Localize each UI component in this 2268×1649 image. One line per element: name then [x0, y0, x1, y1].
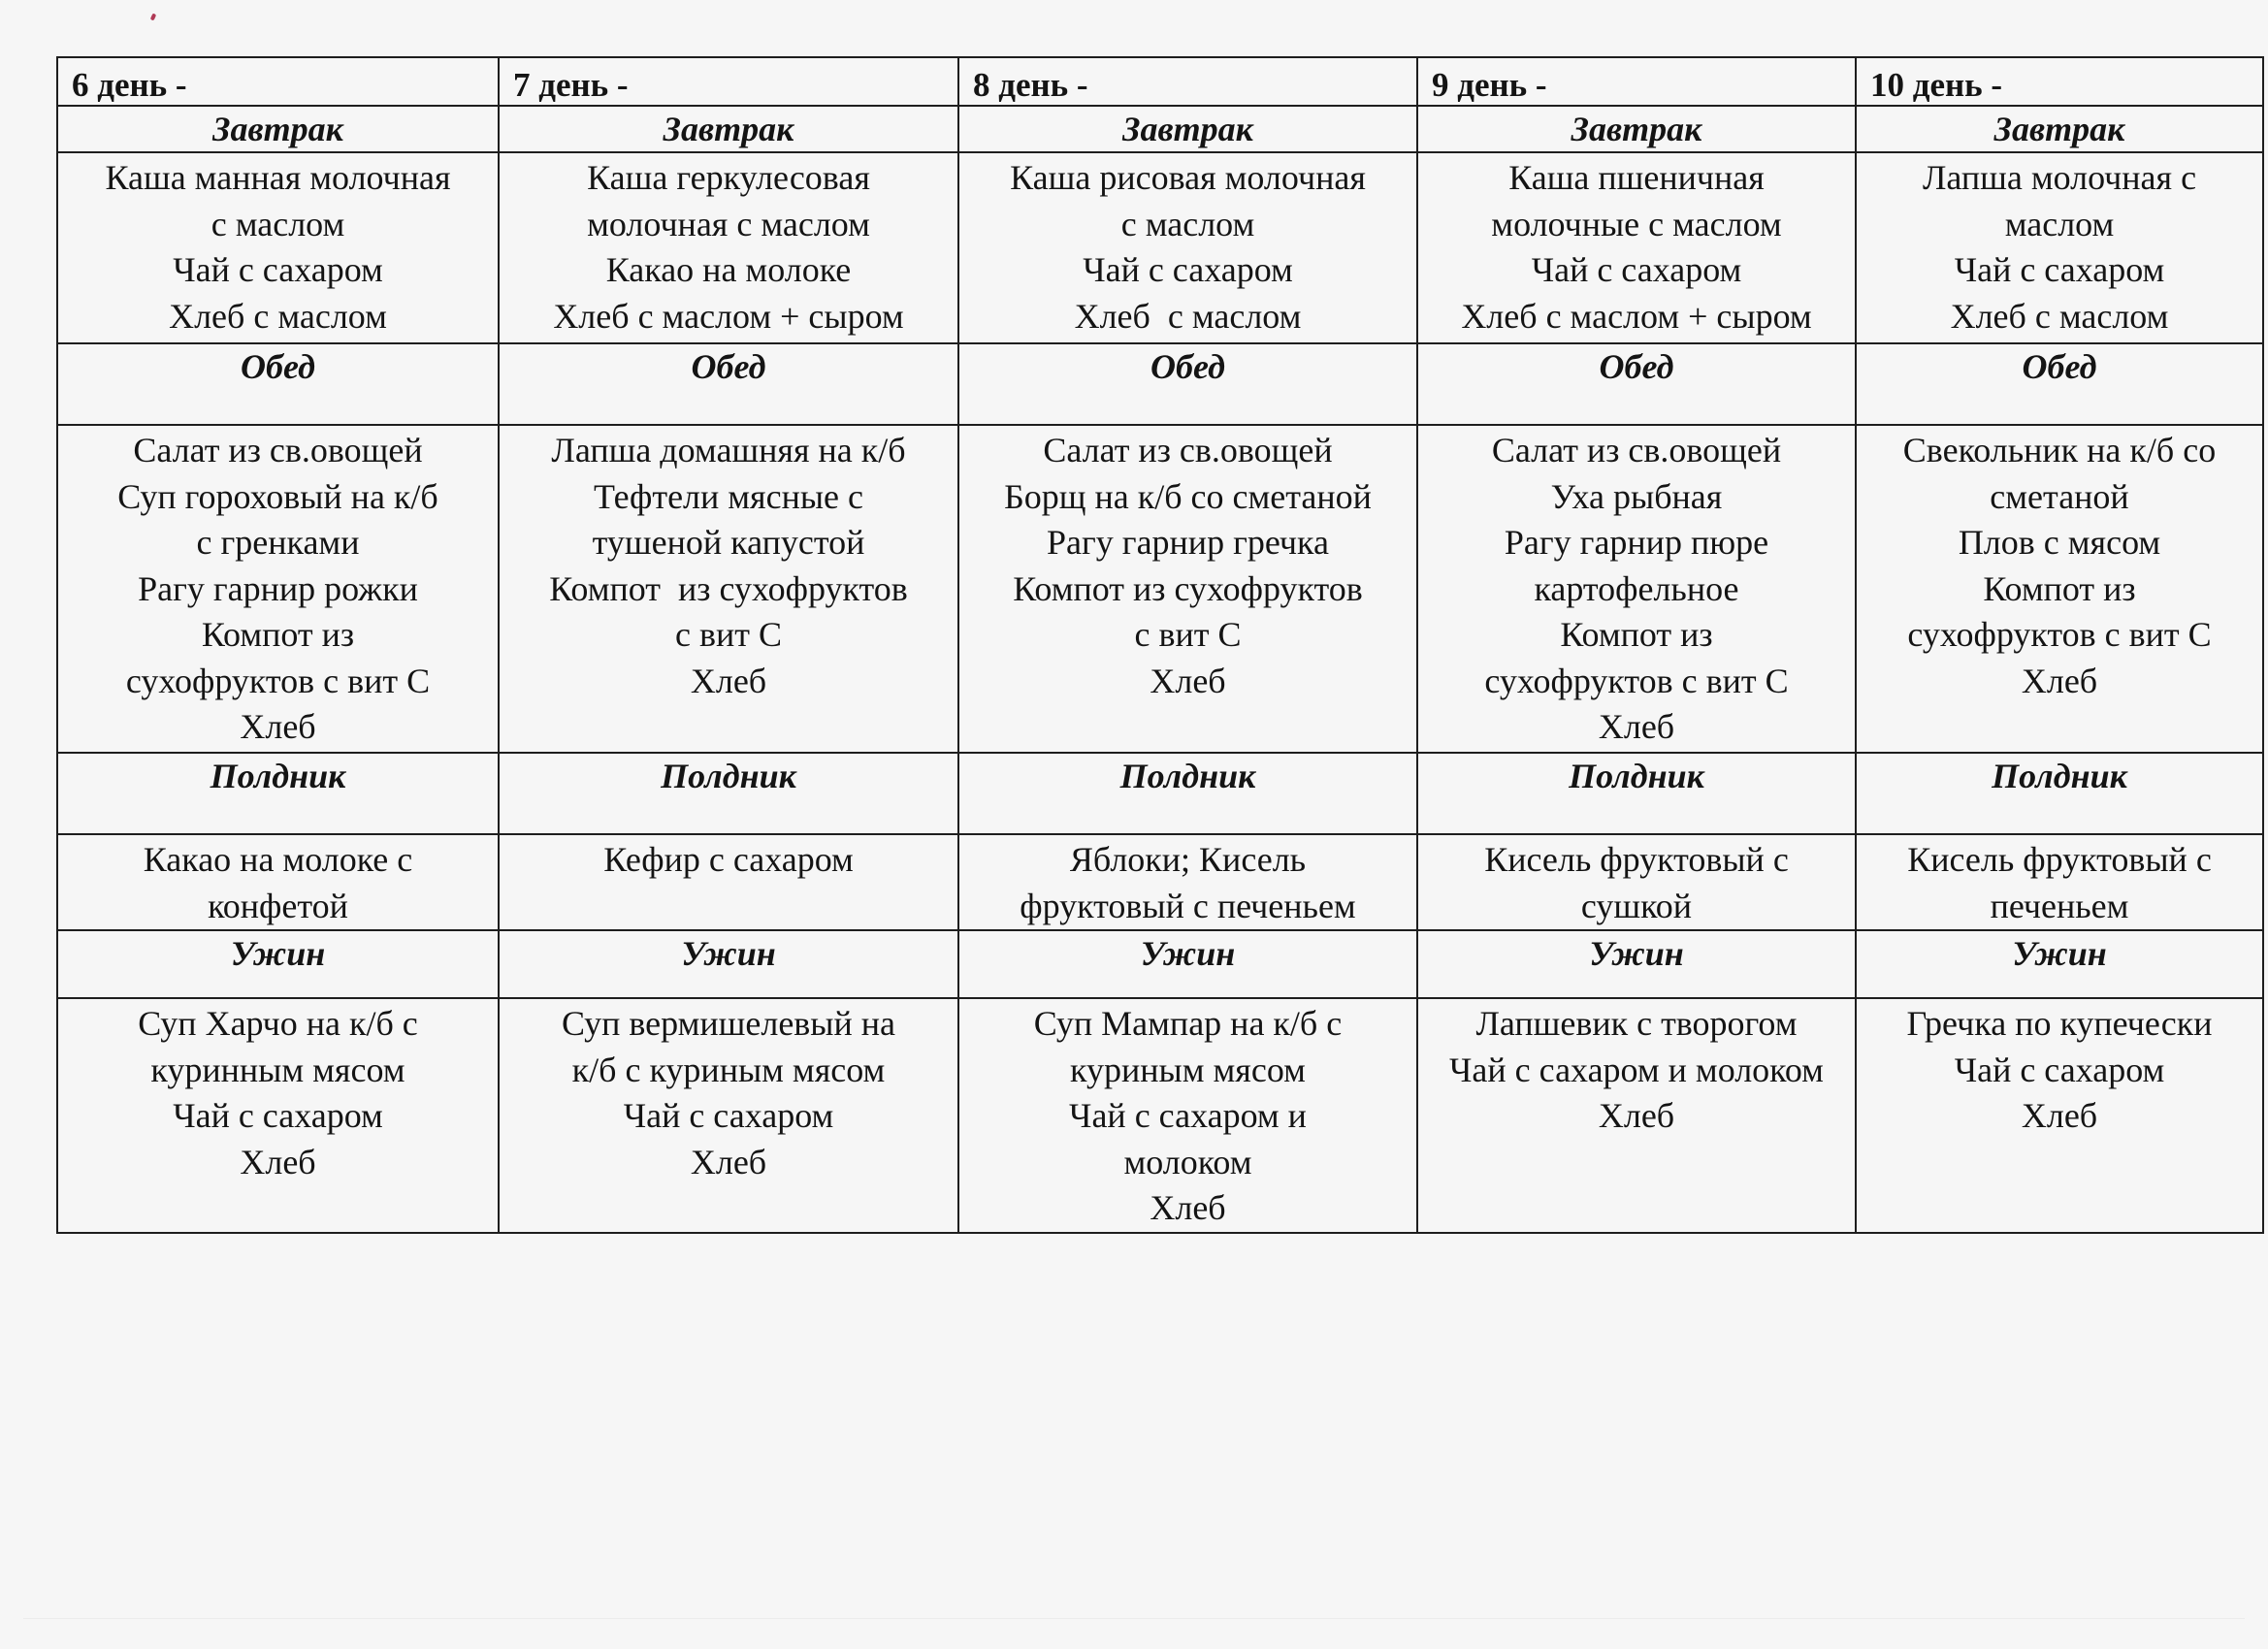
- menu-item: Чай с сахаром: [173, 1096, 383, 1135]
- menu-item: с вит С: [675, 615, 782, 654]
- snack-menu: [57, 834, 499, 930]
- menu-item: Чай с сахаром: [1954, 1050, 2165, 1089]
- menu-item: конфетой: [208, 886, 348, 925]
- dinner-menu: [958, 998, 1417, 1233]
- lunch-header-row: [57, 343, 2263, 425]
- snack-row: [57, 834, 2263, 930]
- menu-item: Чай с сахаром: [1083, 250, 1293, 289]
- menu-item: Компот из: [1560, 615, 1713, 654]
- menu-item: Суп Мампар на к/б с: [1033, 1004, 1343, 1043]
- menu-item: Борщ на к/б со сметаной: [1004, 476, 1372, 516]
- breakfast-label: Завтрак: [1417, 106, 1856, 152]
- menu-item: Суп вермишелевый на: [562, 1004, 895, 1043]
- menu-item: Чай с сахаром: [173, 250, 383, 289]
- snack-menu: [499, 834, 958, 930]
- dinner-label: Ужин: [1856, 930, 2263, 998]
- menu-item: Чай с сахаром и: [1069, 1096, 1307, 1135]
- menu-item: сухофруктов с вит С: [125, 661, 431, 700]
- breakfast-menu: [1856, 152, 2263, 343]
- menu-item: Хлеб: [2021, 1096, 2098, 1135]
- breakfast-menu: [499, 152, 958, 343]
- menu-item: с маслом: [211, 204, 345, 243]
- menu-item: печеньем: [1990, 886, 2129, 925]
- breakfast-header-row: [57, 106, 2263, 152]
- menu-item: Хлеб с маслом: [1074, 296, 1302, 336]
- menu-item: Хлеб: [1150, 1188, 1226, 1227]
- menu-item: Хлеб с маслом: [169, 296, 387, 336]
- breakfast-menu: [57, 152, 499, 343]
- menu-item: сухофруктов с вит С: [1484, 661, 1789, 700]
- breakfast-label: Завтрак: [499, 106, 958, 152]
- menu-item: Суп гороховый на к/б: [117, 476, 438, 516]
- menu-table: [56, 56, 2264, 1234]
- snack-menu: [1417, 834, 1856, 930]
- menu-item: Какао на молоке: [605, 250, 852, 289]
- menu-item: Хлеб с маслом: [1950, 296, 2169, 336]
- menu-item: с маслом: [1120, 204, 1255, 243]
- menu-item: Лапшевик с творогом: [1475, 1004, 1798, 1043]
- snack-label: Полдник: [1417, 753, 1856, 834]
- menu-item: молоком: [1123, 1142, 1252, 1181]
- dinner-label: Ужин: [1417, 930, 1856, 998]
- menu-item: Хлеб: [690, 661, 767, 700]
- menu-item: Какао на молоке с: [143, 840, 413, 879]
- menu-item: Кефир с сахаром: [603, 840, 854, 879]
- menu-item: Хлеб: [1598, 707, 1675, 746]
- menu-item: Кисель фруктовый с: [1907, 840, 2212, 879]
- day-header-row: [57, 57, 2263, 106]
- lunch-label: Обед: [1417, 343, 1856, 425]
- day-title: 9 день -: [1417, 57, 1856, 106]
- menu-item: Салат из св.овощей: [1043, 431, 1333, 469]
- menu-item: картофельное: [1534, 568, 1739, 608]
- menu-item: сухофруктов с вит С: [1907, 615, 2212, 654]
- menu-item: Чай с сахаром и молоком: [1449, 1050, 1824, 1089]
- menu-item: Хлеб: [1150, 661, 1226, 700]
- menu-item: Рагу гарнир гречка: [1047, 523, 1329, 562]
- lunch-label: Обед: [958, 343, 1417, 425]
- menu-item: Каша рисовая молочная: [1010, 158, 1366, 197]
- menu-item: Гречка по купечески: [1906, 1004, 2213, 1043]
- breakfast-menu: [1417, 152, 1856, 343]
- menu-item: Каша геркулесовая: [587, 158, 870, 197]
- scan-speck: [150, 13, 157, 20]
- menu-item: куринным мясом: [150, 1050, 405, 1089]
- menu-item: Хлеб: [240, 707, 316, 746]
- lunch-row: [57, 425, 2263, 753]
- dinner-menu: [499, 998, 958, 1233]
- day-title: 6 день -: [57, 57, 499, 106]
- menu-item: с гренками: [196, 523, 360, 562]
- menu-item: Лапша молочная с: [1922, 158, 2197, 197]
- lunch-menu: [1417, 425, 1856, 753]
- snack-label: Полдник: [958, 753, 1417, 834]
- menu-item: Салат из св.овощей: [1491, 431, 1782, 469]
- breakfast-menu: [958, 152, 1417, 343]
- menu-item: Плов с мясом: [1958, 523, 2161, 562]
- menu-item: Кисель фруктовый с: [1484, 840, 1789, 879]
- breakfast-row: [57, 152, 2263, 343]
- menu-item: Хлеб: [1598, 1096, 1675, 1135]
- menu-item: Рагу гарнир пюре: [1504, 523, 1769, 562]
- menu-item: маслом: [2004, 204, 2115, 243]
- menu-item: Чай с сахаром: [1954, 250, 2165, 289]
- breakfast-label: Завтрак: [958, 106, 1417, 152]
- menu-item: Компот из сухофруктов: [549, 568, 908, 608]
- menu-item: Компот из сухофруктов: [1013, 568, 1363, 608]
- menu-item: Хлеб с маслом + сыром: [553, 296, 904, 336]
- snack-menu: [1856, 834, 2263, 930]
- dinner-menu: [1417, 998, 1856, 1233]
- menu-item: фруктовый с печеньем: [1020, 886, 1356, 925]
- page-edge-line: [23, 1618, 2245, 1619]
- menu-item: Чай с сахаром: [1531, 250, 1742, 289]
- menu-item: Компот из: [201, 615, 355, 654]
- menu-item: молочная с маслом: [587, 204, 870, 243]
- menu-item: молочные с маслом: [1491, 204, 1782, 243]
- dinner-menu: [57, 998, 499, 1233]
- snack-header-row: [57, 753, 2263, 834]
- dinner-menu: [1856, 998, 2263, 1233]
- menu-item: Суп Харчо на к/б с: [138, 1004, 418, 1043]
- snack-label: Полдник: [499, 753, 958, 834]
- menu-item: Лапша домашняя на к/б: [551, 431, 906, 469]
- lunch-label: Обед: [57, 343, 499, 425]
- dinner-row: [57, 998, 2263, 1233]
- day-title: 7 день -: [499, 57, 958, 106]
- menu-item: к/б с куриным мясом: [571, 1050, 886, 1089]
- menu-item: сметаной: [1990, 476, 2129, 516]
- menu-item: Свекольник на к/б со: [1902, 431, 2217, 469]
- lunch-menu: [958, 425, 1417, 753]
- lunch-menu: [499, 425, 958, 753]
- menu-item: Чай с сахаром: [623, 1096, 834, 1135]
- dinner-header-row: [57, 930, 2263, 998]
- day-title: 8 день -: [958, 57, 1417, 106]
- menu-item: Хлеб: [2021, 661, 2098, 700]
- dinner-label: Ужин: [57, 930, 499, 998]
- dinner-label: Ужин: [958, 930, 1417, 998]
- menu-item: Рагу гарнир рожки: [138, 568, 418, 608]
- menu-item: с вит С: [1134, 615, 1242, 654]
- lunch-label: Обед: [499, 343, 958, 425]
- breakfast-label: Завтрак: [57, 106, 499, 152]
- menu-item: Хлеб: [690, 1142, 767, 1181]
- menu-item: Хлеб с маслом + сыром: [1461, 296, 1812, 336]
- snack-menu: [958, 834, 1417, 930]
- menu-item: Каша пшеничная: [1508, 158, 1765, 197]
- menu-item: Салат из св.овощей: [133, 431, 423, 469]
- dinner-label: Ужин: [499, 930, 958, 998]
- snack-label: Полдник: [1856, 753, 2263, 834]
- lunch-menu: [1856, 425, 2263, 753]
- menu-item: Тефтели мясные с: [593, 476, 864, 516]
- menu-item: куриным мясом: [1070, 1050, 1306, 1089]
- menu-item: Хлеб: [240, 1142, 316, 1181]
- snack-label: Полдник: [57, 753, 499, 834]
- lunch-menu: [57, 425, 499, 753]
- day-title: 10 день -: [1856, 57, 2263, 106]
- menu-item: Компот из: [1983, 568, 2136, 608]
- menu-item: тушеной капустой: [592, 523, 865, 562]
- menu-item: сушкой: [1580, 886, 1693, 925]
- menu-item: Уха рыбная: [1550, 476, 1723, 516]
- menu-item: Каша манная молочная: [105, 158, 451, 197]
- menu-item: Яблоки; Кисель: [1069, 840, 1307, 879]
- lunch-label: Обед: [1856, 343, 2263, 425]
- breakfast-label: Завтрак: [1856, 106, 2263, 152]
